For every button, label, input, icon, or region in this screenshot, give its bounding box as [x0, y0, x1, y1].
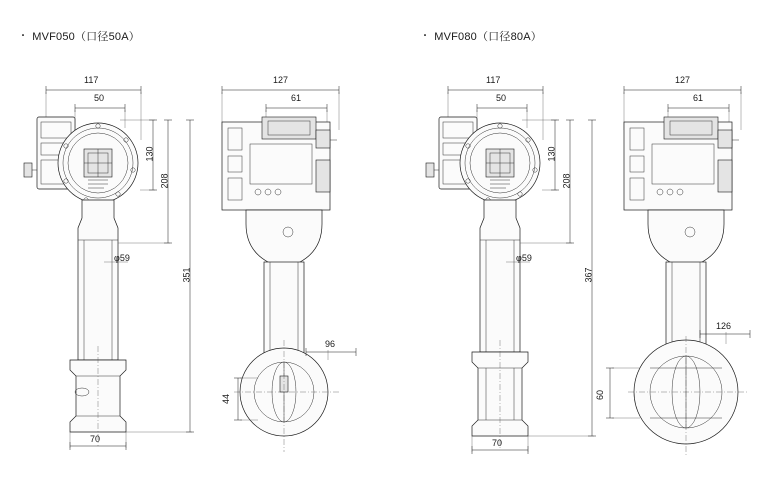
dim-mvf080-front-overall-height: 367 [583, 267, 594, 283]
dim-mvf080-side-converter-depth: 61 [693, 93, 704, 103]
dim-mvf050-front-flange-width: 70 [90, 434, 101, 444]
dim-mvf050-front-converter-height: 130 [144, 146, 155, 162]
dim-mvf050-side-flange-face: 96 [325, 339, 336, 349]
dim-mvf050-side-converter-depth: 61 [291, 93, 302, 103]
dim-mvf080-front-converter-height: 130 [546, 146, 557, 162]
dim-mvf050-front-upper-height: 208 [159, 173, 170, 189]
mvf050-front-geometry [24, 86, 194, 450]
dim-mvf050-side-overall-depth: 127 [273, 75, 289, 85]
dim-mvf050-front-overall-width: 117 [84, 75, 99, 85]
title-text-mvf050: MVF050（口径50A） [32, 31, 140, 43]
dim-mvf080-front-overall-width: 117 [486, 75, 501, 85]
mvf050-side-geometry [222, 86, 356, 452]
dim-mvf080-side-flange-thickness: 60 [595, 389, 606, 401]
title-bullet-mvf080: ・ [420, 31, 431, 42]
dim-mvf050-side-flange-thickness: 44 [221, 393, 232, 405]
title-text-mvf080: MVF080（口径80A） [434, 31, 542, 43]
dim-mvf080-side-overall-depth: 127 [675, 75, 691, 85]
dim-mvf080-front-converter-width: 50 [496, 93, 507, 103]
dim-mvf080-front-pipe-diameter: φ59 [516, 253, 532, 263]
mvf080-front-geometry [426, 86, 596, 454]
dim-mvf050-front-pipe-diameter: φ59 [114, 253, 130, 263]
dim-mvf080-side-flange-face: 126 [716, 321, 732, 331]
dim-mvf050-front-overall-height: 351 [181, 267, 192, 283]
mvf080-side-geometry [606, 86, 750, 456]
dim-mvf080-front-flange-width: 70 [492, 438, 503, 448]
dim-mvf080-front-upper-height: 208 [561, 173, 572, 189]
dim-mvf050-front-converter-width: 50 [94, 93, 105, 103]
title-bullet-mvf050: ・ [18, 31, 29, 42]
